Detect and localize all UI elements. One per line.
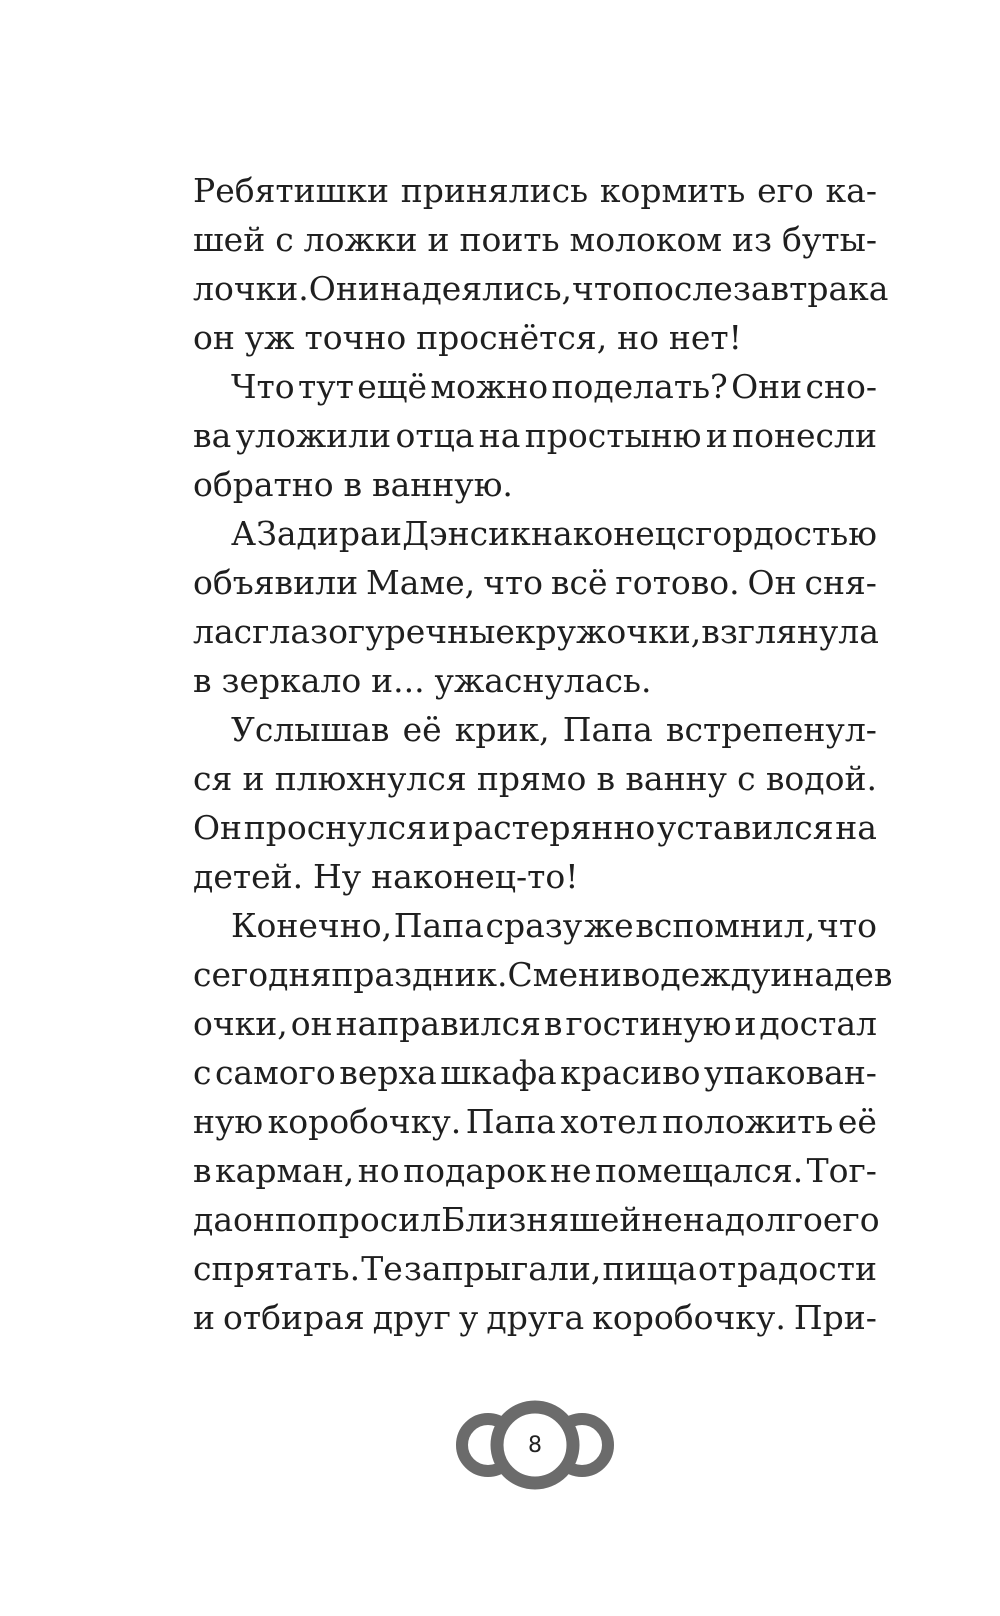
word: надев xyxy=(792,955,893,994)
word: в xyxy=(343,465,363,504)
paragraph xyxy=(193,362,877,509)
word: коробочку. xyxy=(592,1298,786,1337)
word: уж xyxy=(244,318,295,357)
text-line xyxy=(193,705,877,754)
word: Близняшей xyxy=(441,1200,642,1239)
word: и xyxy=(242,759,265,798)
word: в xyxy=(596,759,616,798)
word: ложки xyxy=(303,220,418,259)
word: всё xyxy=(550,563,608,602)
word: пища xyxy=(602,1249,697,1288)
word: он xyxy=(290,1004,333,1043)
word: обратно xyxy=(193,465,334,504)
word: детей. xyxy=(193,857,304,896)
word: лочки. xyxy=(193,269,309,308)
word: друга xyxy=(486,1298,585,1337)
word: встрепенул- xyxy=(665,710,877,749)
word: Ну xyxy=(313,857,362,896)
word: ванну xyxy=(625,759,727,798)
word: сня- xyxy=(804,563,877,602)
word: огуречные xyxy=(328,612,515,651)
word: ва xyxy=(193,416,232,455)
word: он xyxy=(193,318,235,357)
word: на xyxy=(835,808,877,847)
word: с xyxy=(275,220,294,259)
word: ужаснулась. xyxy=(434,661,652,700)
text-line xyxy=(193,950,893,999)
word: и xyxy=(770,955,793,994)
word: При- xyxy=(793,1298,877,1337)
word: наконец-то! xyxy=(371,857,579,896)
word: карман, xyxy=(215,1151,355,1190)
word: шкафа xyxy=(440,1053,557,1092)
word: проснётся, xyxy=(416,318,608,357)
text-line xyxy=(193,999,877,1048)
word: попросил xyxy=(274,1200,442,1239)
word: коробочку. xyxy=(267,1102,462,1141)
word: Задира xyxy=(256,514,380,553)
word: верха xyxy=(339,1053,437,1092)
word: кормить xyxy=(599,171,746,210)
word: после xyxy=(632,269,733,308)
word: ка- xyxy=(825,171,877,210)
word: упакован- xyxy=(703,1053,877,1092)
word: самого xyxy=(214,1053,336,1092)
text-line xyxy=(193,1048,877,1097)
page-number-ornament xyxy=(455,1400,615,1490)
word: с xyxy=(233,612,253,651)
paragraph xyxy=(193,509,877,705)
word: Что xyxy=(231,367,295,406)
word: завтрака xyxy=(732,269,889,308)
word: глаз xyxy=(252,612,329,651)
word: не xyxy=(550,1151,592,1190)
word: из xyxy=(732,220,773,259)
word: её xyxy=(837,1102,877,1141)
word: что xyxy=(817,906,877,945)
word: Маме, xyxy=(366,563,476,602)
word: с xyxy=(193,1053,212,1092)
word: и xyxy=(379,514,402,553)
word: Конечно, xyxy=(231,906,393,945)
word: достал xyxy=(759,1004,877,1043)
word: да xyxy=(193,1200,233,1239)
text-line xyxy=(193,656,877,705)
word: в xyxy=(543,1004,563,1043)
word: радости xyxy=(737,1249,877,1288)
word: спрятать. xyxy=(193,1249,361,1288)
word: хотел xyxy=(560,1102,658,1141)
word: сразу xyxy=(485,906,583,945)
word: Папа xyxy=(562,710,653,749)
paragraph xyxy=(193,166,889,362)
word: уложили xyxy=(235,416,392,455)
text-line xyxy=(193,215,877,264)
word: готово. xyxy=(615,563,740,602)
word: можно xyxy=(430,367,549,406)
word: плюхнулся xyxy=(274,759,467,798)
word: её xyxy=(402,710,442,749)
word: Те xyxy=(361,1249,403,1288)
text-line xyxy=(193,852,877,901)
word: и xyxy=(427,220,450,259)
word: что xyxy=(572,269,632,308)
word: же xyxy=(583,906,634,945)
word: понесли xyxy=(732,416,877,455)
word: ванную. xyxy=(372,465,513,504)
word: и xyxy=(193,1298,215,1337)
text-line xyxy=(193,754,877,803)
word: Они xyxy=(308,269,380,308)
word: зеркало xyxy=(221,661,362,700)
word: проснулся xyxy=(243,808,427,847)
word: он xyxy=(233,1200,275,1239)
word: надеялись, xyxy=(379,269,573,308)
word: точно xyxy=(304,318,407,357)
word: крик, xyxy=(454,710,550,749)
text-line xyxy=(193,166,877,215)
word: гостиную xyxy=(565,1004,732,1043)
word: ную xyxy=(193,1102,264,1141)
word: отца xyxy=(395,416,475,455)
word: Папа xyxy=(393,906,484,945)
word: от xyxy=(697,1249,737,1288)
word: принялись xyxy=(400,171,589,210)
word: сно- xyxy=(805,367,877,406)
text-line xyxy=(193,803,877,852)
paragraph xyxy=(193,705,877,901)
word: в xyxy=(193,661,212,700)
page-number: 8 xyxy=(528,1432,542,1458)
word: водой. xyxy=(765,759,877,798)
word: наконец xyxy=(531,514,676,553)
text-line xyxy=(193,1293,877,1342)
word: буты- xyxy=(782,220,877,259)
word: простыню xyxy=(524,416,702,455)
word: прямо xyxy=(476,759,587,798)
word: с xyxy=(676,514,695,553)
word: гордостью xyxy=(695,514,877,553)
word: Сменив xyxy=(507,955,641,994)
word: тут xyxy=(297,367,354,406)
text-line xyxy=(193,558,877,607)
word: но xyxy=(617,318,659,357)
word: праздник. xyxy=(331,955,508,994)
word: взглянула xyxy=(701,612,879,651)
word: направился xyxy=(335,1004,541,1043)
word: и xyxy=(705,416,728,455)
text-line xyxy=(193,313,877,362)
word: и... xyxy=(371,661,425,700)
word: ещё xyxy=(357,367,428,406)
text-line xyxy=(193,1244,877,1293)
word: Он xyxy=(747,563,797,602)
word: с xyxy=(737,759,756,798)
word: сегодня xyxy=(193,955,332,994)
word: помещался. xyxy=(595,1151,804,1190)
word: друг xyxy=(372,1298,451,1337)
text-line xyxy=(193,509,877,558)
text-line xyxy=(193,607,877,656)
text-line xyxy=(193,901,877,950)
word: нет! xyxy=(668,318,742,357)
word: у xyxy=(458,1298,479,1337)
word: на xyxy=(478,416,521,455)
word: но xyxy=(357,1151,400,1190)
word: поить xyxy=(459,220,560,259)
body-text xyxy=(193,166,893,1342)
text-line xyxy=(193,1097,877,1146)
word: Дэнсик xyxy=(402,514,531,553)
word: Они xyxy=(731,367,803,406)
word: и xyxy=(734,1004,757,1043)
word: очки, xyxy=(193,1004,288,1043)
word: Он xyxy=(193,808,243,847)
text-line xyxy=(193,362,877,411)
word: поделать? xyxy=(551,367,728,406)
word: отбирая xyxy=(223,1298,365,1337)
paragraph xyxy=(193,901,893,1342)
word: молоком xyxy=(569,220,723,259)
word: Папа xyxy=(465,1102,556,1141)
word: Ребятишки xyxy=(193,171,389,210)
word: одежду xyxy=(640,955,771,994)
word: растерянно xyxy=(452,808,656,847)
word: объявили xyxy=(193,563,359,602)
word: что xyxy=(483,563,544,602)
word: и xyxy=(428,808,451,847)
word: ла xyxy=(193,612,234,651)
word: положить xyxy=(662,1102,834,1141)
word: ся xyxy=(193,759,233,798)
word: Тог- xyxy=(806,1151,877,1190)
text-line xyxy=(193,1195,880,1244)
word: кружочки, xyxy=(514,612,702,651)
text-line xyxy=(193,1146,877,1195)
word: его xyxy=(757,171,814,210)
word: подарок xyxy=(403,1151,547,1190)
word: в xyxy=(193,1151,212,1190)
word: шей xyxy=(193,220,266,259)
word: запрыгали, xyxy=(403,1249,602,1288)
word: уставился xyxy=(656,808,834,847)
text-line xyxy=(193,460,877,509)
text-line xyxy=(193,264,889,313)
word: А xyxy=(231,514,256,553)
word: ненадолго xyxy=(641,1200,823,1239)
word: вспомнил, xyxy=(635,906,816,945)
word: Услышав xyxy=(231,710,390,749)
text-line xyxy=(193,411,877,460)
word: его xyxy=(822,1200,880,1239)
word: красиво xyxy=(560,1053,701,1092)
